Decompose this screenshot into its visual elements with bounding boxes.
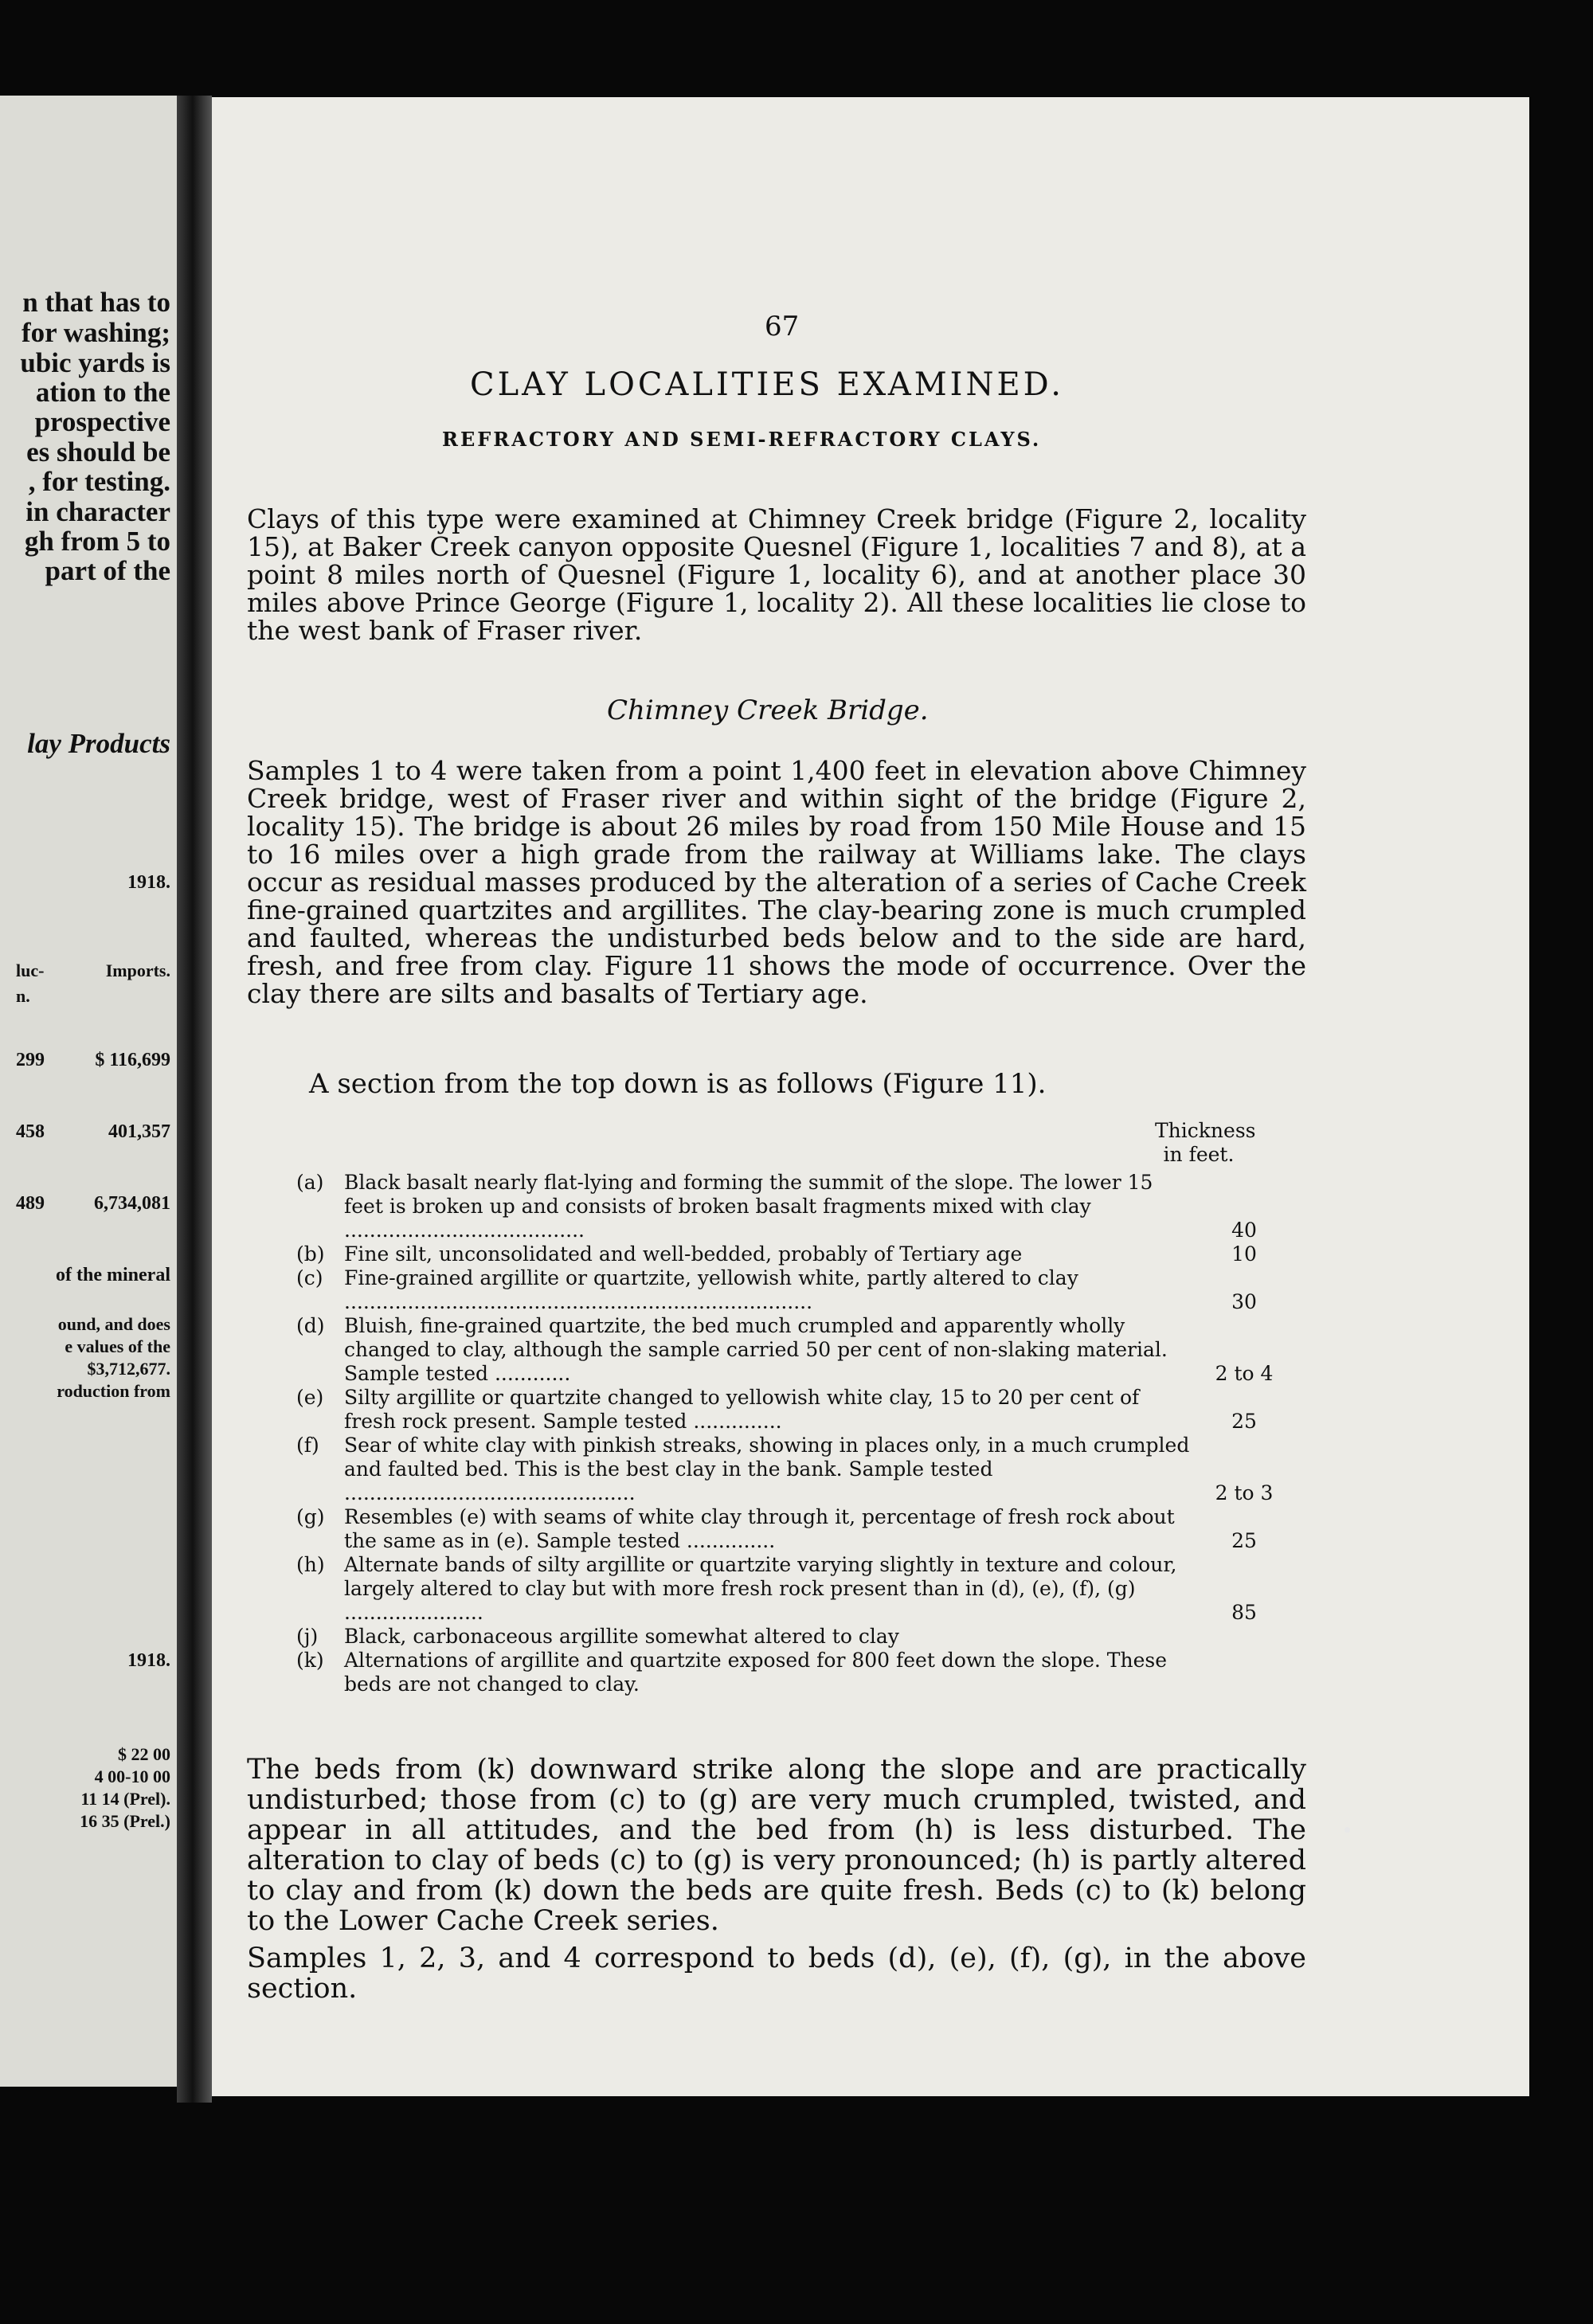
adjacent-page-line: in character <box>25 496 170 527</box>
page-heading: CLAY LOCALITIES EXAMINED. <box>470 366 1065 403</box>
beds-paragraph: The beds from (k) downward strike along the slope and are practically undisturbed; those from (c) to (g) are very much crumpled, twisted, and appear in all attitudes, and the bed from (h) is less disturbed. The alteration to clay of beds (c) to (g) is very pronounced; (h) is partly altered to clay and from (k) down the beds are quite fresh. Beds (c) to (k) belong to the Lower Cache Creek series. <box>247 1754 1306 1937</box>
bed-description: Black, carbonaceous argillite somewhat altered to clay <box>344 1625 899 1648</box>
bed-description: Fine silt, unconsolidated and well-bedded, probably of Tertiary age <box>344 1242 1023 1266</box>
section-bed-item <box>296 1649 1284 1696</box>
bed-description: Alternations of argillite and quartzite exposed for 800 feet down the slope. These beds are not changed to clay. <box>344 1649 1167 1696</box>
bed-label: (k) <box>296 1649 324 1672</box>
bed-label: (j) <box>296 1625 319 1648</box>
section-bed-item <box>296 1171 1284 1242</box>
bed-label: (h) <box>296 1553 325 1576</box>
adjacent-page-line: 401,357 <box>108 1121 170 1142</box>
bed-thickness: 10 <box>1231 1242 1257 1266</box>
adjacent-page-line: es should be <box>26 436 170 468</box>
bed-description: Silty argillite or quartzite changed to yellowish white clay, 15 to 20 per cent of fresh rock present. Sample tested .............. <box>344 1386 1140 1433</box>
adjacent-page-line: 489 <box>16 1193 45 1214</box>
bed-thickness: 85 <box>1231 1601 1257 1624</box>
adjacent-page-line: luc- <box>16 961 45 980</box>
adjacent-page-line: 1918. <box>127 872 170 893</box>
page-number: 67 <box>765 311 800 342</box>
bed-label: (e) <box>296 1386 324 1409</box>
samples-paragraph: Samples 1 to 4 were taken from a point 1,400 feet in elevation above Chimney Creek bridge, west of Fraser river and within sight of the bridge (Figure 2, locality 15). The bridge is about 26 miles by road from 150 Mile House and 15 to 16 miles over a high grade from the railway at Williams lake. The clays occur as residual masses produced by the alteration of a series of Cache Creek fine-grained quartzites and argillites. The clay-bearing zone is much crumpled and faulted, whereas the undisturbed beds below and to the side are hard, fresh, and free from clay. Figure 11 shows the mode of occurrence. Over the clay there are silts and basalts of Tertiary age. <box>247 755 1306 1009</box>
correspondence-paragraph: Samples 1, 2, 3, and 4 correspond to beds (d), (e), (f), (g), in the above section. <box>247 1943 1306 2005</box>
geologic-section-list <box>296 1171 1284 1696</box>
section-bed-item <box>296 1242 1284 1266</box>
section-bed-item <box>296 1434 1284 1505</box>
section-intro: A section from the top down is as follows (Figure 11). <box>309 1068 1047 1100</box>
adjacent-page-line: n that has to <box>22 287 170 318</box>
adjacent-page-line: of the mineral <box>56 1265 170 1285</box>
adjacent-page-line: 11 14 (Prel). <box>80 1789 170 1809</box>
adjacent-page-line: ation to the <box>35 377 170 408</box>
intro-paragraph: Clays of this type were examined at Chimney Creek bridge (Figure 2, locality 15), at Baker Creek canyon opposite Quesnel (Figure 1, localities 7 and 8), at a point 8 miles north of Quesnel (Figure 1, locality 6), and at another place 30 miles above Prince George (Figure 1, locality 2). All these localities lie close to the west bank of Fraser river. <box>247 503 1306 646</box>
bed-thickness: 40 <box>1231 1219 1257 1242</box>
bed-thickness: 2 to 4 <box>1215 1362 1274 1385</box>
bed-description: Sear of white clay with pinkish streaks, showing in places only, in a much crumpled and faulted bed. This is the best clay in the bank. Sample tested .............................................. <box>344 1434 1190 1504</box>
section-bed-item <box>296 1314 1284 1386</box>
bed-description: Bluish, fine-grained quartzite, the bed much crumpled and apparently wholly changed to clay, although the sample carried 50 per cent of non-slaking material. Sample tested ............ <box>344 1314 1168 1385</box>
adjacent-page-line: e values of the <box>65 1336 170 1356</box>
adjacent-page-line: lay Products <box>27 728 170 759</box>
page-subheading: REFRACTORY AND SEMI-REFRACTORY CLAYS. <box>442 428 1042 451</box>
adjacent-page-line: n. <box>16 986 30 1006</box>
bed-label: (b) <box>296 1242 325 1266</box>
adjacent-page-line: Imports. <box>105 961 170 980</box>
section-bed-item <box>296 1625 1284 1649</box>
section-bed-item <box>296 1266 1284 1314</box>
bed-thickness: 30 <box>1231 1290 1257 1313</box>
adjacent-page-line: prospective <box>34 406 170 437</box>
adjacent-page-line: $ 116,699 <box>95 1050 170 1070</box>
adjacent-page-line: 16 35 (Prel.) <box>80 1811 170 1831</box>
bed-thickness: 25 <box>1231 1410 1257 1433</box>
adjacent-page-line: , for testing. <box>28 466 170 497</box>
bed-label: (a) <box>296 1171 324 1194</box>
bed-description: Resembles (e) with seams of white clay through it, percentage of fresh rock about the same as in (e). Sample tested .............. <box>344 1505 1175 1552</box>
adjacent-page-line: 1918. <box>127 1650 170 1671</box>
bed-label: (g) <box>296 1505 325 1528</box>
adjacent-page-line: $3,712,677. <box>87 1359 170 1379</box>
bed-thickness: 2 to 3 <box>1215 1481 1274 1504</box>
adjacent-page-fragment <box>0 96 177 2087</box>
adjacent-page-line: 6,734,081 <box>94 1193 170 1214</box>
adjacent-page-line: gh from 5 to <box>24 526 170 557</box>
adjacent-page-line: $ 22 00 <box>118 1744 170 1764</box>
bed-thickness: 25 <box>1231 1529 1257 1552</box>
section-bed-item <box>296 1386 1284 1434</box>
adjacent-page-line: ubic yards is <box>20 347 170 378</box>
bed-label: (f) <box>296 1434 319 1457</box>
bed-description: Alternate bands of silty argillite or quartzite varying slightly in texture and colour, largely altered to clay but with more fresh rock present than in (d), (e), (f), (g) ...................... <box>344 1553 1177 1624</box>
bed-description: Fine-grained argillite or quartzite, yellowish white, partly altered to clay .......................................................................... <box>344 1266 1078 1313</box>
adjacent-page-line: part of the <box>45 555 170 586</box>
section-bed-item <box>296 1505 1284 1553</box>
bed-label: (c) <box>296 1266 323 1289</box>
adjacent-page-line: 299 <box>16 1050 45 1070</box>
adjacent-page-line: roduction from <box>57 1381 170 1401</box>
adjacent-page-line: 4 00-10 00 <box>94 1766 170 1786</box>
bed-label: (d) <box>296 1314 325 1337</box>
adjacent-page-line: 458 <box>16 1121 45 1142</box>
adjacent-page-line: ound, and does <box>57 1314 170 1334</box>
section-bed-item <box>296 1553 1284 1625</box>
book-gutter <box>177 96 212 2103</box>
margin-dot <box>1344 1827 1350 1833</box>
section-title: Chimney Creek Bridge. <box>607 694 929 726</box>
bed-description: Black basalt nearly flat-lying and forming the summit of the slope. The lower 15 feet is broken up and consists of broken basalt fragments mixed with clay ...................................... <box>344 1171 1153 1242</box>
adjacent-page-line: for washing; <box>21 317 170 348</box>
thickness-column-header: Thickness in feet. <box>1155 1119 1256 1166</box>
